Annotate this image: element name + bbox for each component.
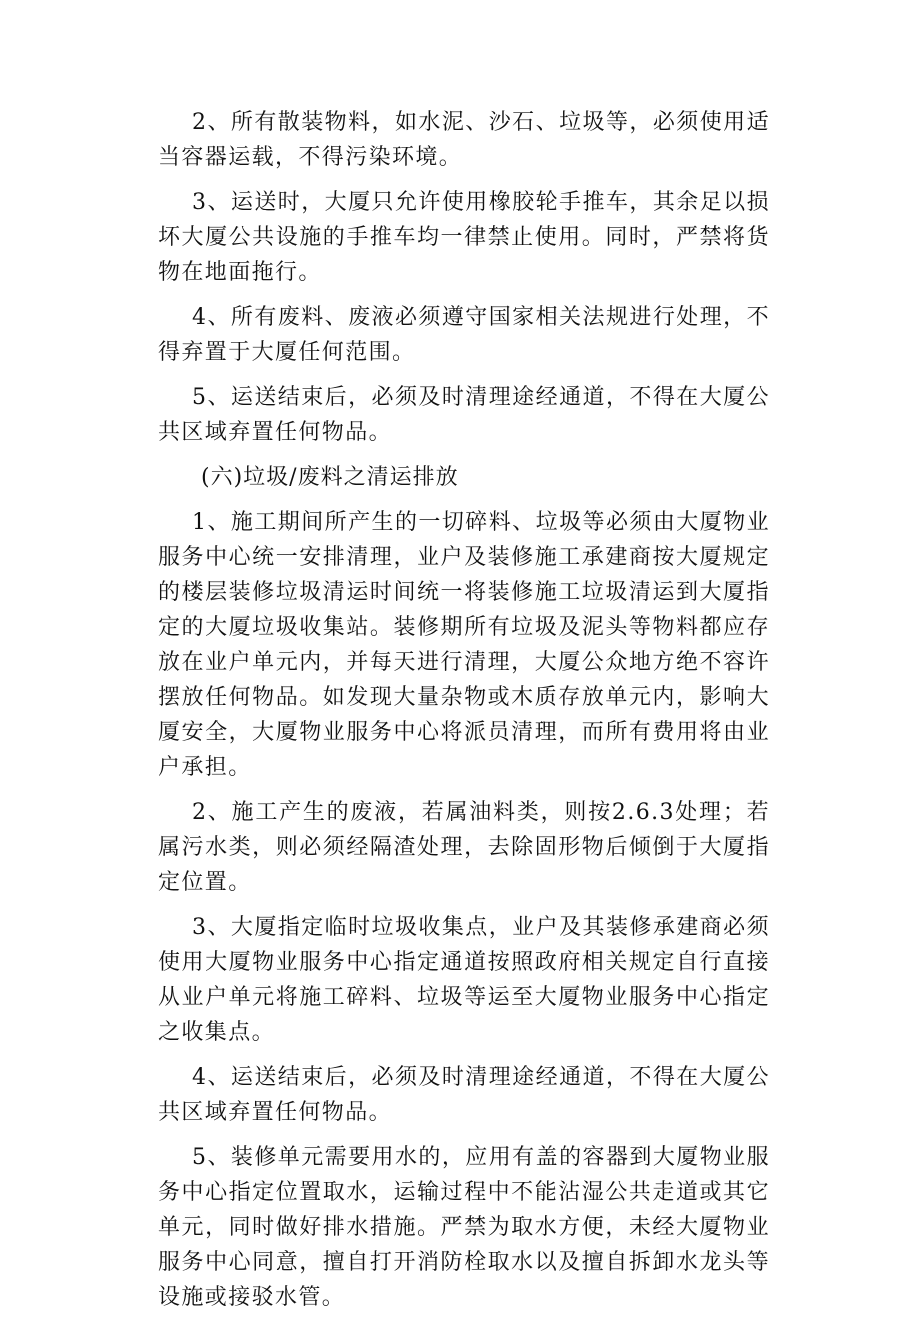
paragraph-waste-disposal: 4、所有废料、废液必须遵守国家相关法规进行处理，不得弃置于大厦任何范围。 [158, 305, 770, 365]
paragraph-transport-carts: 3、运送时，大厦只允许使用橡胶轮手推车，其余足以损坏大厦公共设施的手推车均一律禁止使用。同时，严禁将货物在地面拖行。 [158, 190, 770, 285]
paragraph-clean-after-transport: 5、运送结束后，必须及时清理途经通道，不得在大厦公共区域弃置任何物品。 [158, 385, 770, 445]
paragraph-collection-point: 3、大厦指定临时垃圾收集点，业户及其装修承建商必须使用大厦物业服务中心指定通道按照政府相关规定自行直接从业户单元将施工碎料、垃圾等运至大厦物业服务中心指定之收集点。 [158, 915, 770, 1045]
section-heading: (六)垃圾/废料之清运排放 [201, 465, 459, 490]
paragraph-water-usage: 5、装修单元需要用水的，应用有盖的容器到大厦物业服务中心指定位置取水，运输过程中不能沾湿公共走道或其它单元，同时做好排水措施。严禁为取水方便，未经大厦物业服务中心同意，擅自打开消防栓取水以及擅自拆卸水龙头等设施或接驳水管。 [158, 1145, 770, 1310]
paragraph-bulk-materials: 2、所有散装物料，如水泥、沙石、垃圾等，必须使用适当容器运载，不得污染环境。 [158, 110, 770, 170]
paragraph-waste-liquid: 2、施工产生的废液，若属油料类，则按2.6.3处理；若属污水类，则必须经隔渣处理，去除固形物后倾倒于大厦指定位置。 [158, 800, 770, 895]
paragraph-debris-cleanup: 1、施工期间所产生的一切碎料、垃圾等必须由大厦物业服务中心统一安排清理，业户及装修施工承建商按大厦规定的楼层装修垃圾清运时间统一将装修施工垃圾清运到大厦指定的大厦垃圾收集站。装修期所有垃圾及泥头等物料都应存放在业户单元内，并每天进行清理，大厦公众地方绝不容许摆放任何物品。如发现大量杂物或木质存放单元内，影响大厦安全，大厦物业服务中心将派员清理，而所有费用将由业户承担。 [158, 510, 770, 780]
document-page [158, 105, 770, 1325]
paragraph-clean-passage: 4、运送结束后，必须及时清理途经通道，不得在大厦公共区域弃置任何物品。 [158, 1065, 770, 1125]
